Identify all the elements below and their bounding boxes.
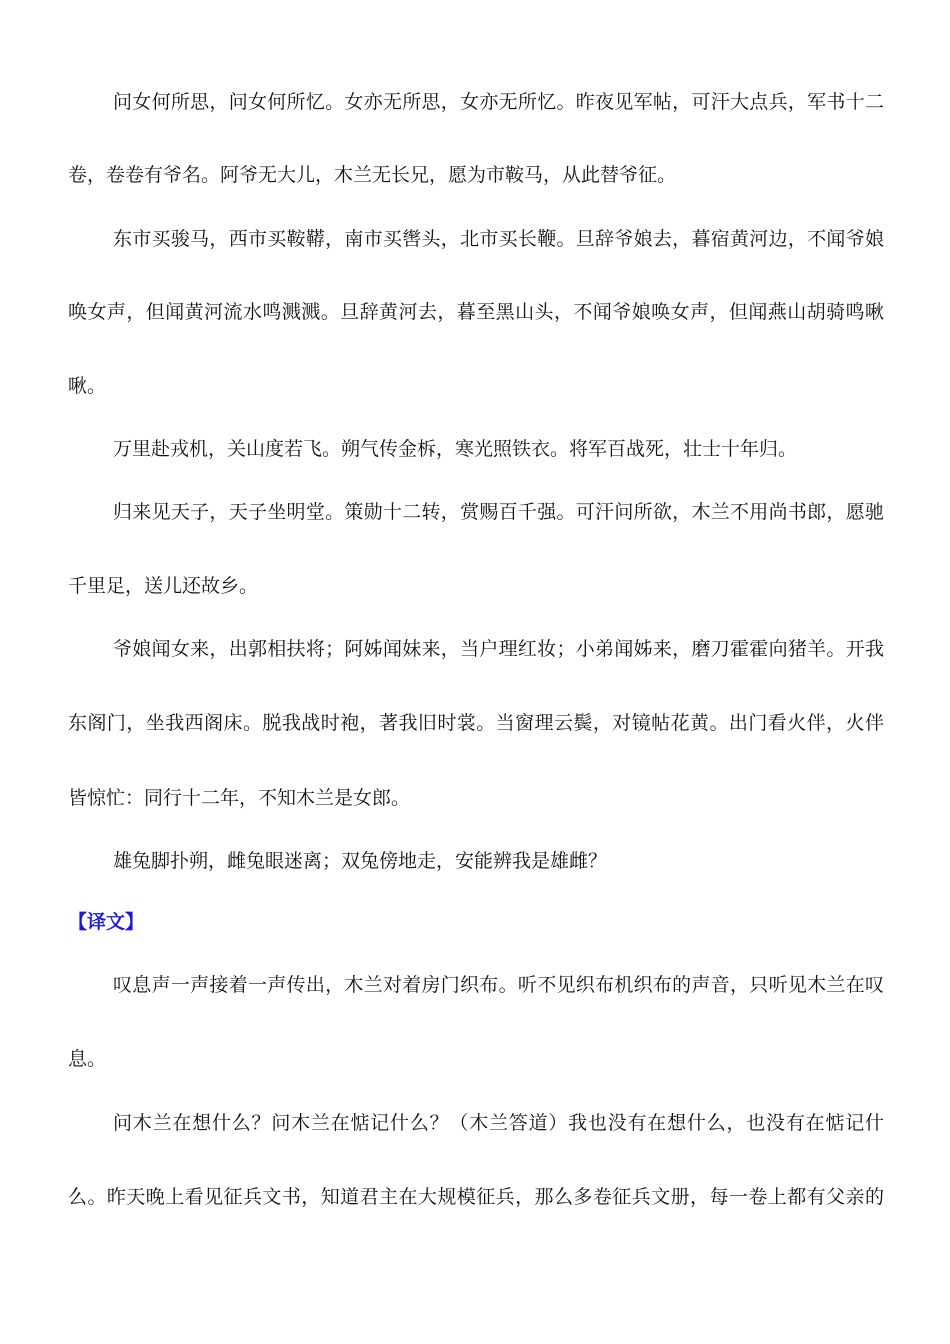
poem-line: 爷娘闻女来，出郭相扶将；阿姊闻妹来，当户理红妆；小弟闻姊来，磨刀霍霍向猪羊。开我 — [113, 638, 884, 660]
poem-line: 皆惊忙：同行十二年，不知木兰是女郎。 — [68, 787, 411, 809]
poem-line: 东市买骏马，西市买鞍鞯，南市买辔头，北市买长鞭。旦辞爷娘去，暮宿黄河边，不闻爷娘 — [113, 228, 884, 250]
poem-line: 唤女声，但闻黄河流水鸣溅溅。旦辞黄河去，暮至黑山头，不闻爷娘唤女声，但闻燕山胡骑鸣啾 — [68, 301, 884, 323]
poem-line: 东阁门，坐我西阁床。脱我战时袍，著我旧时裳。当窗理云鬓，对镜帖花黄。出门看火伴，火伴 — [68, 712, 884, 734]
poem-line: 卷，卷卷有爷名。阿爷无大儿，木兰无长兄，愿为市鞍马，从此替爷征。 — [68, 164, 677, 186]
poem-line: 万里赴戎机，关山度若飞。朔气传金柝，寒光照铁衣。将军百战死，壮士十年归。 — [113, 438, 798, 460]
translation-heading: 【译文】 — [68, 911, 145, 933]
translation-line: 叹息声一声接着一声传出，木兰对着房门织布。听不见织布机织布的声音，只听见木兰在叹 — [113, 974, 884, 996]
poem-line: 千里足，送儿还故乡。 — [68, 575, 259, 597]
poem-line: 归来见天子，天子坐明堂。策勋十二转，赏赐百千强。可汗问所欲，木兰不用尚书郎，愿驰 — [113, 501, 884, 523]
translation-line: 问木兰在想什么？问木兰在惦记什么？（木兰答道）我也没有在想什么，也没有在惦记什 — [113, 1112, 884, 1134]
poem-line: 啾。 — [68, 375, 107, 397]
translation-line: 息。 — [68, 1048, 107, 1070]
poem-line: 雄兔脚扑朔，雌兔眼迷离；双兔傍地走，安能辨我是雄雌？ — [113, 850, 608, 872]
translation-line: 么。昨天晚上看见征兵文书，知道君主在大规模征兵，那么多卷征兵文册，每一卷上都有父亲的 — [68, 1186, 884, 1208]
poem-line: 问女何所思，问女何所忆。女亦无所思，女亦无所忆。昨夜见军帖，可汗大点兵，军书十二 — [113, 91, 884, 113]
